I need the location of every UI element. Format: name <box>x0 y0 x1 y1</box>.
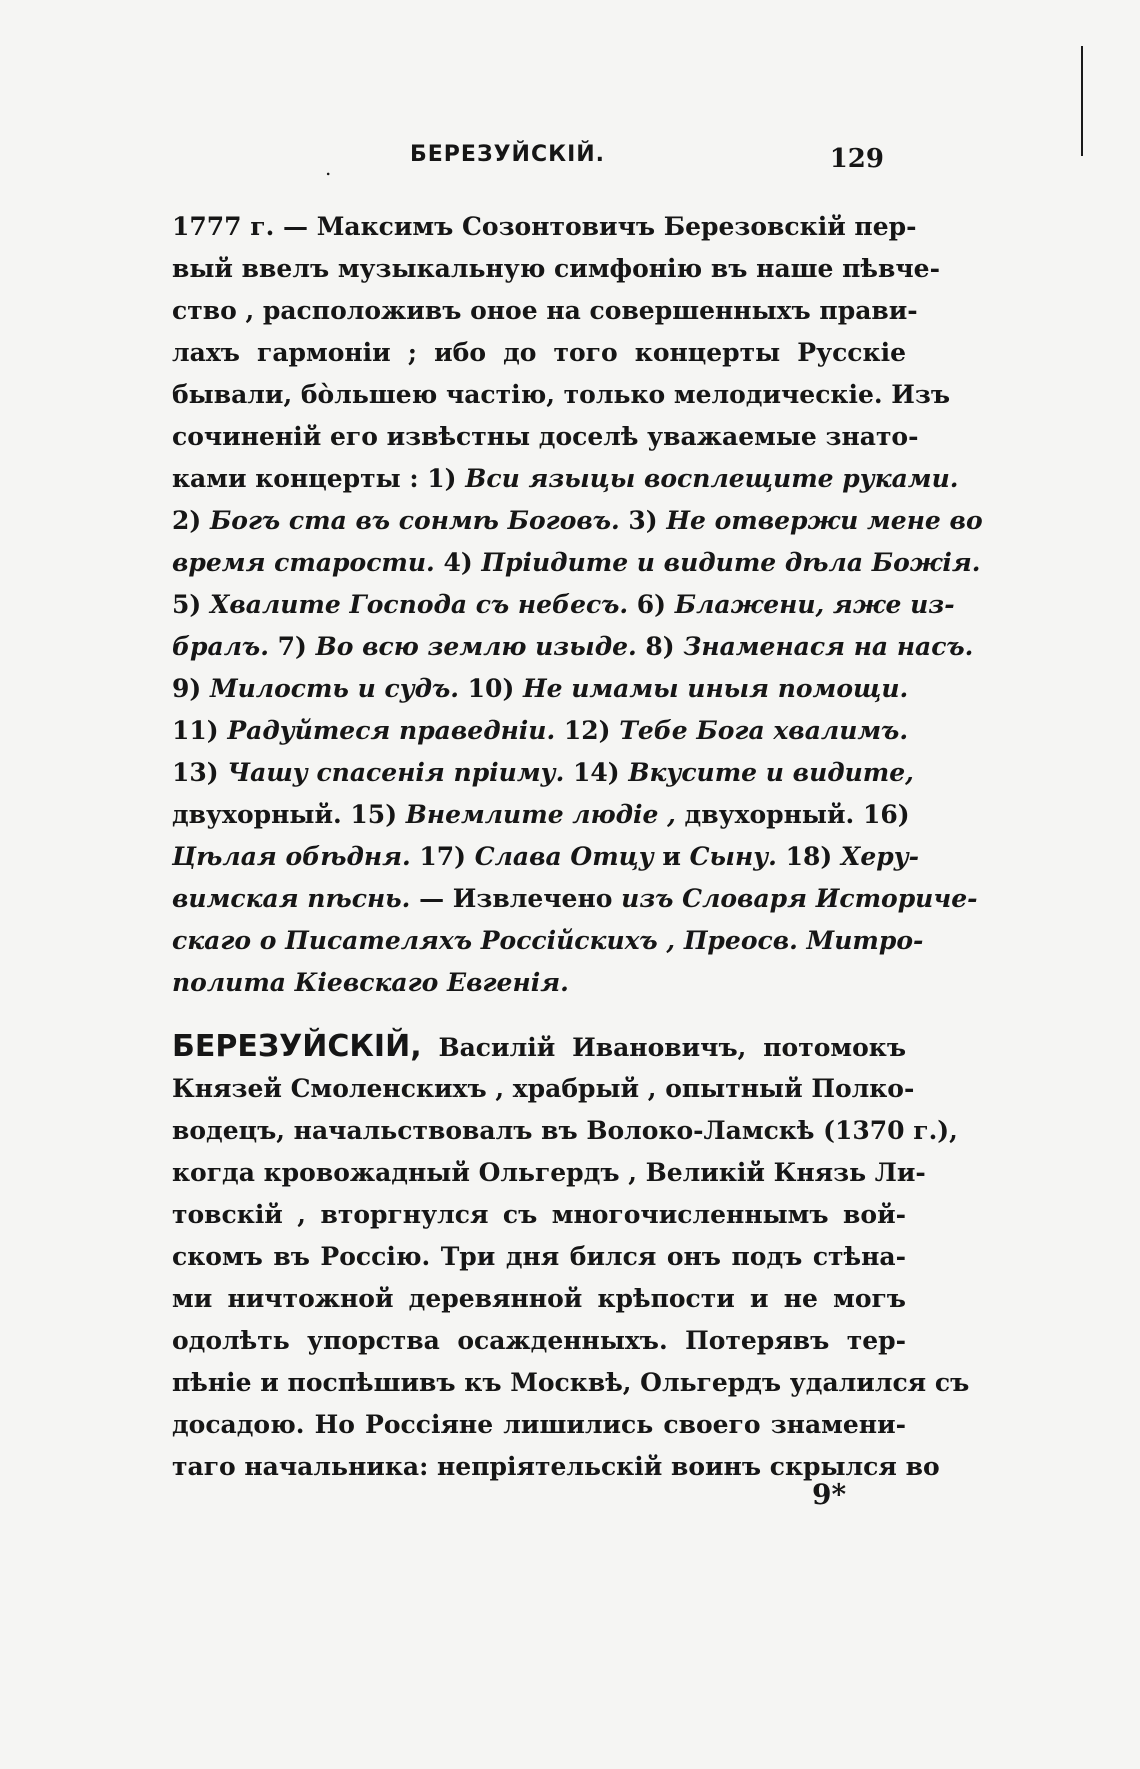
italic-text: Чашу спасенія пріиму. <box>227 758 565 787</box>
italic-text: время старости. <box>172 548 435 577</box>
scan-edge-line <box>1081 46 1083 156</box>
signature-mark: 9* <box>812 1478 847 1511</box>
line-text: 5) <box>172 590 210 619</box>
text-line <box>172 500 983 542</box>
italic-text: Богъ ста въ сонмѣ Боговъ. <box>209 506 620 535</box>
italic-text: Радуйтеся праведніи. <box>227 716 556 745</box>
text-line <box>172 920 924 962</box>
line-text: вый ввелъ музыкальную симфонію въ наше пѣвче- <box>172 254 940 283</box>
line-text: сочиненій его извѣстны доселѣ уважаемые знато- <box>172 422 919 451</box>
line-text: 13) <box>172 758 228 787</box>
line-text: 1777 г. — Максимъ Созонтовичъ Березовскій пер- <box>172 212 917 241</box>
line-text: водецъ, начальствовалъ въ Волоко-Ламскѣ (1370 г.), <box>172 1116 958 1145</box>
italic-text: Слава Отцу <box>474 842 654 871</box>
running-head: БЕРЕЗУЙСКІЙ. <box>410 142 606 167</box>
italic-text: Внемлите людіе , <box>405 800 676 829</box>
text-line <box>172 710 909 752</box>
text-line <box>172 248 940 290</box>
line-text: двухорный. 15) <box>172 800 406 829</box>
italic-text: Вкусите и видите, <box>628 758 914 787</box>
line-text: ство , расположивъ оное на совершенныхъ прави- <box>172 296 918 325</box>
line-text: 2) <box>172 506 210 535</box>
italic-text: Пріидите и видите дѣла Божія. <box>481 548 981 577</box>
text-line <box>172 794 910 836</box>
line-text: 10) <box>458 674 523 703</box>
text-line <box>172 668 909 710</box>
line-text: 11) <box>172 716 228 745</box>
line-text: Князей Смоленскихъ , храбрый , опытный Полко- <box>172 1074 915 1103</box>
italic-text: Не имамы иныя помощи. <box>522 674 909 703</box>
line-text: 17) <box>410 842 475 871</box>
line-text: 3) <box>619 506 667 535</box>
text-line <box>172 416 919 458</box>
italic-text: изъ Словаря Историче- <box>621 884 978 913</box>
line-text: 9) <box>172 674 210 703</box>
line-text: таго начальника: непріятельскій воинъ скрылся во <box>172 1452 940 1481</box>
text-line <box>172 626 974 668</box>
entry-paragraph-2 <box>172 1026 970 1488</box>
italic-text: Милость и судъ. <box>209 674 459 703</box>
text-line <box>172 1236 906 1278</box>
line-text: товскій , вторгнулся съ многочисленнымъ вой- <box>172 1200 906 1229</box>
text-line <box>172 1026 906 1068</box>
line-text: пѣніе и поспѣшивъ къ Москвѣ, Ольгердъ удалился съ <box>172 1368 970 1397</box>
line-text: 12) <box>555 716 620 745</box>
page-header <box>180 142 900 182</box>
line-text: одолѣть упорства осажденныхъ. Потерявъ тер- <box>172 1326 906 1355</box>
line-text: 14) <box>564 758 629 787</box>
text-line <box>172 1278 906 1320</box>
italic-text: Цѣлая обѣдня. <box>172 842 411 871</box>
text-line <box>172 542 981 584</box>
italic-text: Херу- <box>840 842 920 871</box>
italic-text: полита Кіевскаго Евгенія. <box>172 968 569 997</box>
text-line <box>172 1446 940 1488</box>
italic-text: Тебе Бога хвалимъ. <box>619 716 909 745</box>
italic-text: Сыну. <box>689 842 777 871</box>
line-text: 8) <box>636 632 684 661</box>
text-line <box>172 836 920 878</box>
italic-text: вимская пѣснь. <box>172 884 411 913</box>
line-text: 7) <box>268 632 316 661</box>
text-line <box>172 290 918 332</box>
text-line <box>172 458 959 500</box>
line-text: когда кровожадный Ольгердъ , Великій Князь Ли- <box>172 1158 926 1187</box>
text-line <box>172 1194 906 1236</box>
italic-text: Во всю землю изыде. <box>315 632 637 661</box>
line-text: лахъ гармоніи ; ибо до того концерты Русскіе <box>172 338 906 367</box>
line-text: досадою. Но Россіяне лишились своего знамени- <box>172 1410 906 1439</box>
text-line <box>172 1068 915 1110</box>
italic-text: скаго о Писателяхъ Россійскихъ , Преосв. Митро- <box>172 926 924 955</box>
italic-text: Не отвержи мене во <box>666 506 983 535</box>
italic-text: Хвалите Господа съ небесъ. <box>209 590 629 619</box>
line-text: 4) <box>434 548 482 577</box>
text-line <box>172 962 906 1004</box>
page-number: 129 <box>829 144 884 174</box>
text-line <box>172 1110 958 1152</box>
line-text: бывали, бо̀льшею частію, только мелодическіе. Изъ <box>172 380 951 409</box>
text-line <box>172 1404 906 1446</box>
text-line <box>172 206 917 248</box>
line-text: скомъ въ Россію. Три дня бился онъ подъ стѣна- <box>172 1242 906 1271</box>
line-text: двухорный. 16) <box>675 800 910 829</box>
text-line <box>172 374 951 416</box>
text-line <box>172 752 914 794</box>
line-text: ми ничтожной деревянной крѣпости и не могъ <box>172 1284 906 1313</box>
text-line <box>172 584 955 626</box>
text-line <box>172 1152 926 1194</box>
text-line <box>172 1320 906 1362</box>
text-line <box>172 332 906 374</box>
line-text: и <box>653 842 690 871</box>
text-line <box>172 1362 970 1404</box>
header-dot: . <box>325 156 332 180</box>
entry-paragraph-1 <box>172 206 983 1004</box>
line-text: — Извлечено <box>410 884 622 913</box>
italic-text: Вси языцы восплещите руками. <box>465 464 959 493</box>
line-text: Василій Ивановичъ, потомокъ <box>421 1033 906 1062</box>
italic-text: бралъ. <box>172 632 269 661</box>
line-text: ками концерты : 1) <box>172 464 466 493</box>
line-text: 6) <box>628 590 675 619</box>
italic-text: Знаменася на насъ. <box>683 632 974 661</box>
entry-heading: БЕРЕЗУЙСКІЙ, <box>172 1029 422 1064</box>
text-line <box>172 878 978 920</box>
line-text: 18) <box>776 842 841 871</box>
italic-text: Блажени, яже из- <box>674 590 955 619</box>
